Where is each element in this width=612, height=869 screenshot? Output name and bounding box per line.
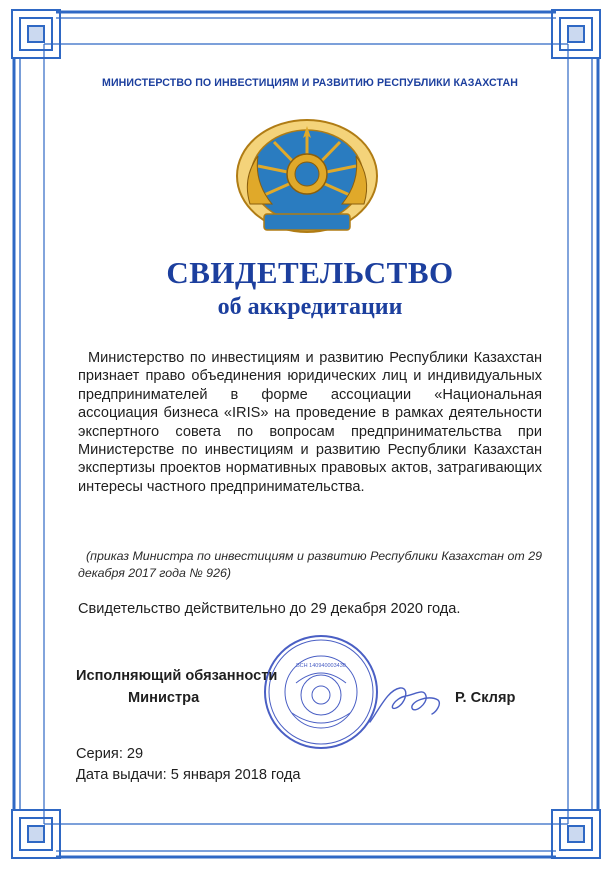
certificate-subtitle: об аккредитации	[217, 294, 403, 320]
signatory-name: Р. Скляр	[455, 690, 516, 706]
series-number: Серия: 29	[76, 746, 144, 762]
certificate-title: СВИДЕТЕЛЬСТВО	[166, 255, 454, 290]
body-paragraph: Министерство по инвестициям и развитию Республики Казахстан признает право объединения юридических лиц и индивидуальных предпринимателей в форме ассоциации «Национальная ассоциация бизнеса «IRIS» на проведение в рамках деятельности экспертного совета по вопросам предпринимательства при Министерстве по инвестициям и развитию Республики Казахстан экспертизы проектов нормативных правовых актов, затрагивающих интересы частного предпринимательства.	[78, 350, 542, 495]
signature-mark	[366, 678, 444, 730]
official-stamp-icon	[262, 633, 380, 751]
signatory-role-line2: Министра	[128, 690, 200, 706]
signatory-role-line1: Исполняющий обязанности	[76, 668, 278, 684]
ministry-header: МИНИСТЕРСТВО ПО ИНВЕСТИЦИЯМ И РАЗВИТИЮ РЕСПУБЛИКИ КАЗАХСТАН	[102, 77, 518, 89]
frame-corner-top-left	[12, 10, 60, 58]
stamp-number: БСН 140940003430	[296, 663, 346, 669]
frame-corner-bottom-right	[552, 810, 600, 858]
validity-text: Свидетельство действительно до 29 декабря 2020 года.	[78, 601, 461, 617]
state-emblem-icon	[232, 118, 382, 240]
frame-corner-top-right	[552, 10, 600, 58]
frame-corner-bottom-left	[12, 810, 60, 858]
issue-date: Дата выдачи: 5 января 2018 года	[76, 767, 301, 783]
order-note: (приказ Министра по инвестициям и развитию Республики Казахстан от 29 декабря 2017 года № 926)	[78, 549, 542, 580]
